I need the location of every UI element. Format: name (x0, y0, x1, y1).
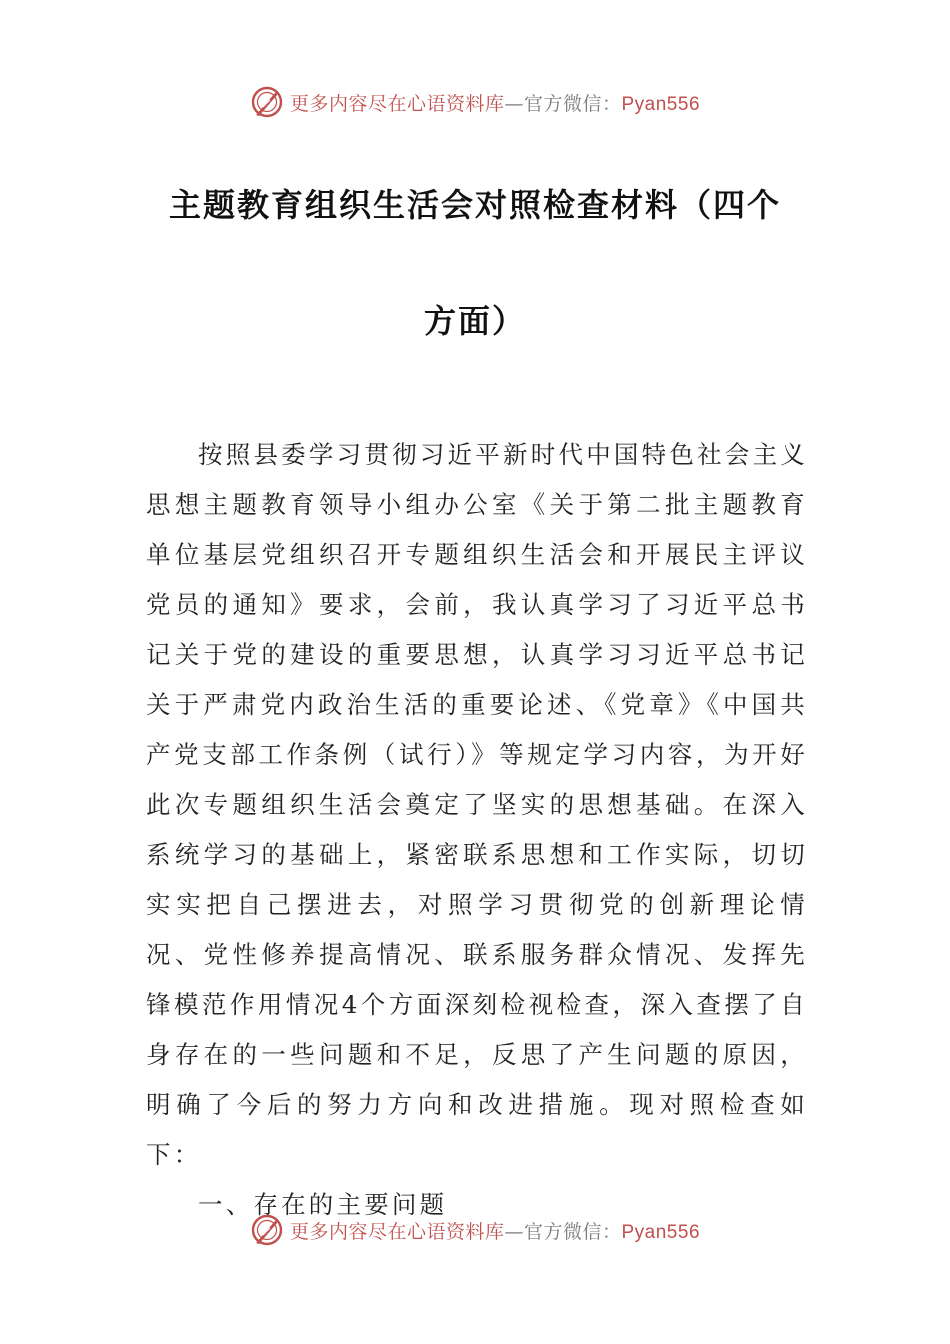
intro-paragraph: 按照县委学习贯彻习近平新时代中国特色社会主义思想主题教育领导小组办公室《关于第二批主题教育单位基层党组织召开专题组织生活会和开展民主评议党员的通知》要求，会前，我认真学习了习近平总书记关于党的建设的重要思想，认真学习习近平总书记关于严肃党内政治生活的重要论述、《党章》《中国共产党支部工作条例（试行）》等规定学习内容，为开好此次专题组织生活会奠定了坚实的思想基础。在深入系统学习的基础上，紧密联系思想和工作实际，切切实实把自己摆进去，对照学习贯彻党的创新理论情况、党性修养提高情况、联系服务群众情况、发挥先锋模范作用情况4个方面深刻检视检查，深入查摆了自身存在的一些问题和不足，反思了产生问题的原因，明确了今后的努力方向和改进措施。现对照检查如下： (146, 440, 808, 1169)
quill-pen-logo-icon (250, 1213, 284, 1247)
banner-official-text: —官方微信： (504, 92, 622, 115)
header-watermark-banner (0, 80, 950, 124)
banner-main-text: 更多内容尽在心语资料库 (289, 1220, 505, 1243)
document-body (146, 430, 808, 1230)
banner-text (290, 89, 700, 116)
banner-official-text: —官方微信： (504, 1220, 622, 1243)
document-title-line-1: 主题教育组织生活会对照检查材料（四个 (168, 186, 781, 224)
banner-wechat-id: Pyan556 (621, 93, 701, 115)
banner-main-text: 更多内容尽在心语资料库 (289, 92, 505, 115)
banner-wechat-id: Pyan556 (621, 1221, 701, 1243)
section-heading: 一、存在的主要问题 (198, 1190, 448, 1219)
quill-pen-logo-icon (250, 85, 284, 119)
banner-text (290, 1217, 700, 1244)
footer-watermark-banner (0, 1208, 950, 1252)
document-title-line-2: 方面） (423, 302, 526, 340)
